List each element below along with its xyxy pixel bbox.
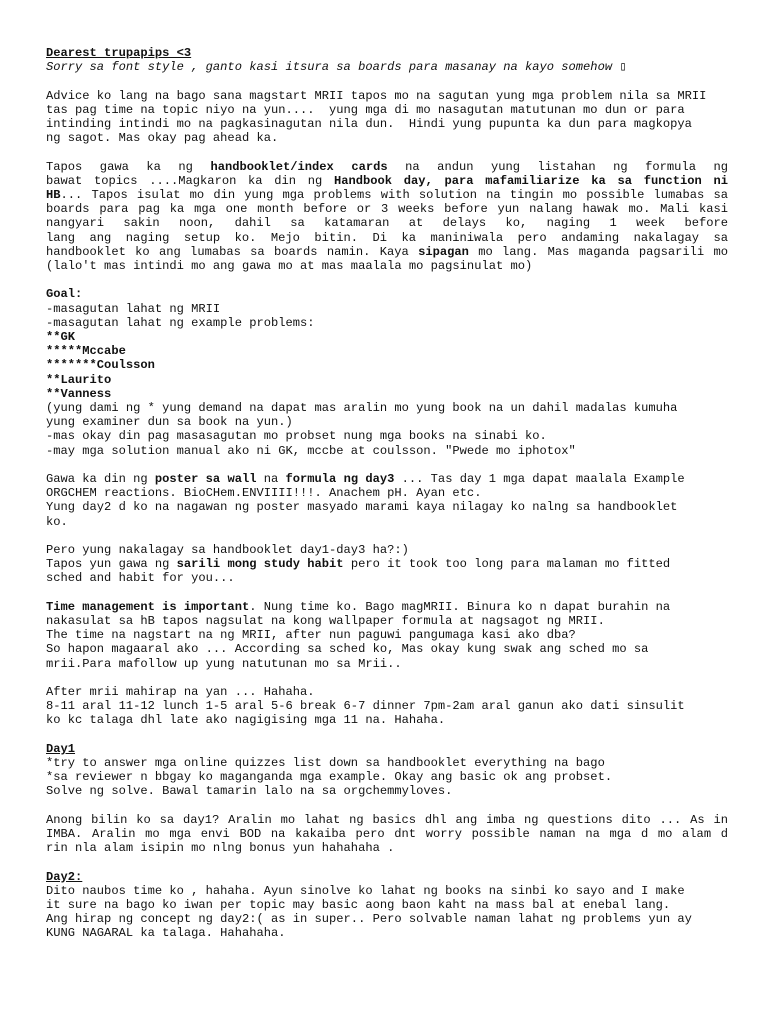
handbooklet-line: Tapos gawa ka ng handbooklet/index cards na andun yung listahan ng formula ng — [46, 159, 728, 174]
day1-item: *try to answer mga online quizzes list down sa handbooklet everything na bago — [46, 756, 605, 771]
study-habit-paragraph — [46, 543, 728, 586]
schedule-line: After mrii mahirap na yan ... Hahaha. — [46, 685, 315, 700]
day2-section — [46, 870, 728, 941]
day1-heading: Day1 — [46, 741, 76, 756]
handbooklet-paragraph — [46, 160, 728, 274]
goal-note: -may mga solution manual ako ni GK, mccbe at coulsson. "Pwede mo iphotox" — [46, 443, 576, 458]
day2-line: Ang hirap ng concept ng day2:( as in super.. Pero solvable naman lahat ng problems yun ay — [46, 912, 692, 927]
letter-subtitle: Sorry sa font style , ganto kasi itsura sa boards para masanay na kayo somehow ▯ — [46, 60, 627, 75]
study-habit-line: Pero yung nakalagay sa handbooklet day1-day3 ha?:) — [46, 543, 409, 558]
schedule-line: 8-11 aral 11-12 lunch 1-5 aral 5-6 break 6-7 dinner 7pm-2am aral ganun ako dati sinsulit — [46, 699, 685, 714]
day1-advice-line: IMBA. Aralin mo mga envi BOD na kakaiba pero dnt worry possible naman na mga d mo alam d — [46, 827, 728, 842]
time-management-line: nakasulat sa hB tapos nagsulat na kong wallpaper formula at nagsagot ng MRII. — [46, 614, 605, 629]
advice-line: intinding intindi mo na pagkasinagutan nila dun. Hindi yung pupunta ka dun para magkopya — [46, 117, 692, 131]
day1-advice-line: rin nla alam isipin mo nlng bonus yun hahahaha . — [46, 841, 395, 856]
poster-line: Gawa ka din ng poster sa wall na formula ng day3 ... Tas day 1 mga dapat maalala Example — [46, 472, 685, 487]
goal-note: (yung dami ng * yung demand na dapat mas aralin mo yung book na un dahil madalas kumuha — [46, 401, 678, 416]
schedule-paragraph — [46, 685, 728, 728]
day2-line: KUNG NAGARAL ka talaga. Hahahaha. — [46, 926, 286, 941]
time-management-line: Time management is important. Nung time ko. Bago magMRII. Binura ko n dapat burahin na — [46, 599, 671, 614]
advice-line: tas pag time na topic niyo na yun.... yung mga di mo nasagutan matutunan mo dun or para — [46, 102, 685, 117]
study-habit-line: sched and habit for you... — [46, 571, 235, 586]
time-management-line: So hapon magaaral ako ... According sa sched ko, Mas okay kung swak ang sched mo sa — [46, 642, 649, 657]
letter-title: Dearest trupapips <3 — [46, 46, 192, 60]
advice-line: ng sagot. Mas okay pag ahead ka. — [46, 131, 279, 146]
poster-line: ko. — [46, 514, 68, 529]
day2-line: it sure na bago ko iwan per topic may basic aong baon kaht na mass bal at enebal lang. — [46, 898, 671, 913]
poster-line: Yung day2 d ko na nagawan ng poster masyado marami kaya nilagay ko nalng sa handbooklet — [46, 500, 678, 515]
handbooklet-line: handbooklet ko ang lumabas sa boards namin. Kaya sipagan mo lang. Mas maganda pagsarili mo — [46, 244, 728, 259]
spacer — [46, 74, 728, 88]
time-management-line: mrii.Para mafollow up yung natutunan mo sa Mrii.. — [46, 656, 402, 671]
book-coulsson: *******Coulsson — [46, 358, 155, 373]
day1-item: *sa reviewer n bbgay ko maganganda mga example. Okay ang basic ok ang probset. — [46, 770, 613, 785]
poster-line: ORGCHEM reactions. BioCHem.ENVIIII!!!. Anachem pH. Ayan etc. — [46, 486, 482, 501]
book-laurito: **Laurito — [46, 372, 112, 387]
advice-paragraph — [46, 89, 728, 146]
handbooklet-line: (lalo't mas intindi mo ang gawa mo at mas maalala mo pagsinulat mo) — [46, 259, 533, 274]
handbooklet-line: bawat topics ....Magkaron ka din ng Handbook day, para mafamiliarize ka sa function ni — [46, 173, 728, 188]
study-habit-line: Tapos yun gawa ng sarili mong study habit pero it took too long para malaman mo fitted — [46, 557, 671, 572]
goal-note: -mas okay din pag masasagutan mo probset nung mga books na sinabi ko. — [46, 429, 547, 444]
day2-line: Dito naubos time ko , hahaha. Ayun sinolve ko lahat ng books na sinbi ko sayo and I make — [46, 883, 685, 898]
poster-paragraph — [46, 472, 728, 529]
schedule-line: ko kc talaga dhl late ako nagigising mga 11 na. Hahaha. — [46, 713, 446, 728]
handbooklet-line: nangyari sakin noon, dahil sa katamaran at delays ko, naging 1 week before — [46, 216, 728, 231]
goal-item: -masagutan lahat ng MRII — [46, 301, 221, 316]
goal-section — [46, 287, 728, 457]
book-gk: **GK — [46, 330, 76, 345]
letter-header — [46, 46, 728, 74]
day1-item: Solve ng solve. Bawal tamarin lalo na sa orgchemmyloves. — [46, 784, 453, 799]
handbooklet-line: lang ang naging setup ko. Mejo bitin. Di ka maniniwala pero andaming nakalagay sa — [46, 230, 728, 245]
day1-advice-line: Anong bilin ko sa day1? Aralin mo lahat ng basics dhl ang imba ng questions dito ... As in — [46, 812, 728, 827]
time-management-line: The time na nagstart na ng MRII, after nun paguwi pangumaga kasi ako dba? — [46, 628, 576, 643]
day1-section — [46, 742, 728, 799]
book-mccabe: *****Mccabe — [46, 344, 126, 359]
day2-heading: Day2: — [46, 869, 83, 884]
goal-label: Goal: — [46, 287, 83, 302]
handbooklet-line: boards para pag ka mga one month before or 3 weeks before yun nalang hawak mo. Mali kasi — [46, 202, 728, 217]
day1-advice-paragraph — [46, 813, 728, 856]
time-management-paragraph — [46, 600, 728, 671]
goal-item: -masagutan lahat ng example problems: — [46, 315, 315, 330]
handbooklet-line: HB... Tapos isulat mo din yung mga problems with solution na tingin mo possible lumabas sa — [46, 188, 728, 202]
goal-note: yung examiner dun sa book na yun.) — [46, 415, 293, 430]
book-vanness: **Vanness — [46, 386, 112, 401]
advice-line: Advice ko lang na bago sana magstart MRII tapos mo na sagutan yung mga problem nila sa MRII — [46, 88, 707, 103]
